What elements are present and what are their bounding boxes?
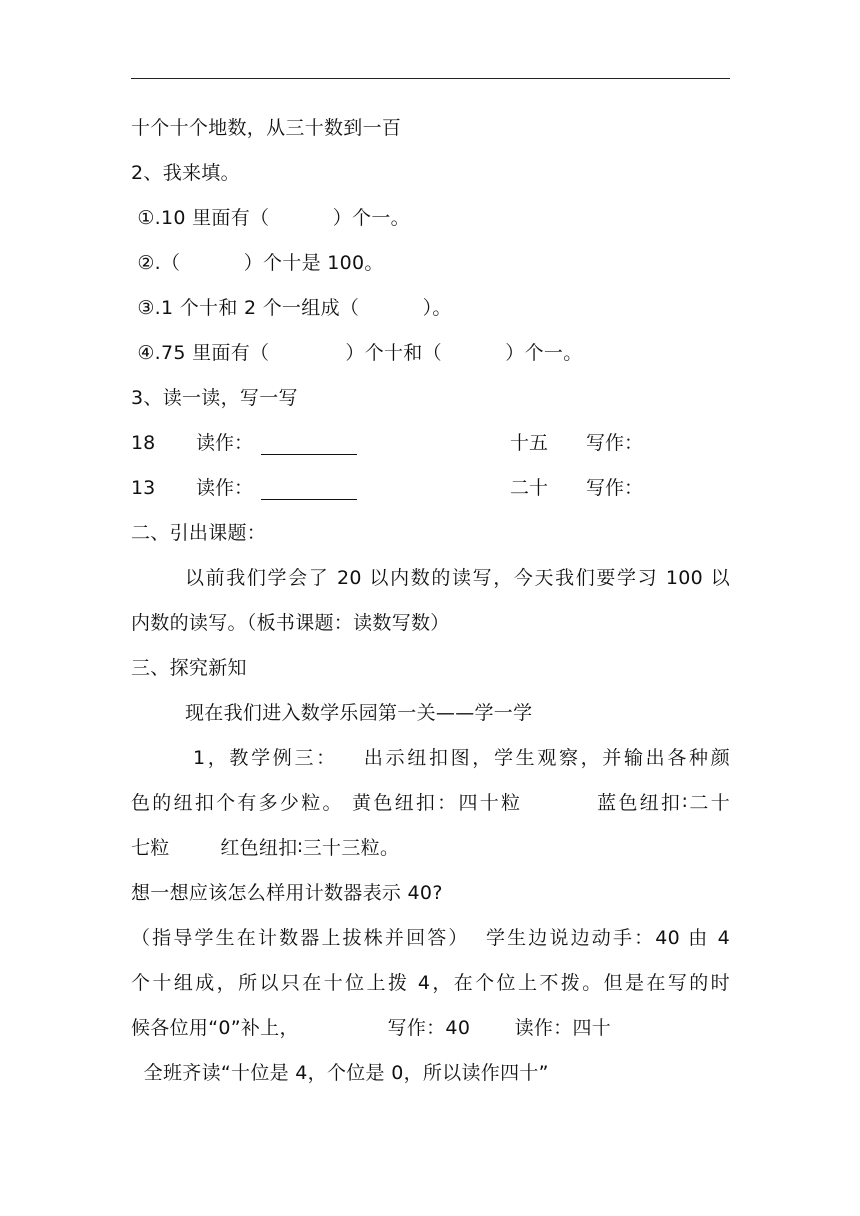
paragraph-class-read: 全班齐读“十位是 4，个位是 0，所以读作四十”: [131, 1062, 549, 1084]
header-rule: [131, 78, 730, 79]
write-word-1: 十五: [510, 432, 549, 454]
read-write-number-2: 13: [131, 477, 156, 499]
fill-question-1: ①.10 里面有（ ）个一。: [131, 207, 410, 229]
fill-question-2: ②.（ ）个十是 100。: [131, 252, 384, 274]
paragraph-intro-line-2: 内数的读写。（板书课题：读数写数）: [131, 612, 450, 634]
read-label-2: 读作：: [196, 477, 254, 499]
write-label-1: 写作：: [586, 432, 644, 454]
section-read-write-heading: 3、读一读，写一写: [131, 387, 298, 409]
paragraph-think: 想一想应该怎么样用计数器表示 40?: [131, 882, 443, 904]
write-word-2: 二十: [510, 477, 549, 499]
paragraph-guide-line-1: （指导学生在计数器上拔株并回答） 学生边说边动手：40 由 4: [131, 927, 730, 949]
write-label-2: 写作：: [586, 477, 644, 499]
paragraph-example-line-1: 1，教学例三： 出示纽扣图，学生观察，并输出各种颜: [193, 747, 730, 769]
paragraph-example-line-2: 色的纽扣个有多少粒。 黄色纽扣：四十粒 蓝色纽扣∶二十: [131, 792, 730, 814]
paragraph-example-line-3: 七粒 红色纽扣∶三十三粒。: [131, 837, 400, 859]
paragraph-intro-line-1: 以前我们学会了 20 以内数的读写，今天我们要学习 100 以: [185, 567, 730, 589]
section-three-heading: 三、探究新知: [131, 657, 247, 679]
section-two-heading: 二、引出课题：: [131, 522, 267, 544]
read-answer-blank-2: [261, 476, 357, 500]
read-write-number-1: 18: [131, 432, 156, 454]
paragraph-guide-line-3: 候各位用“0”补上， 写作：40 读作：四十: [131, 1017, 612, 1039]
paragraph-enter-park: 现在我们进入数学乐园第一关——学一学: [185, 702, 533, 724]
section-fill-in-heading: 2、我来填。: [131, 162, 240, 184]
read-answer-blank-1: [261, 431, 357, 455]
fill-question-4: ④.75 里面有（ ）个十和（ ）个一。: [131, 342, 583, 364]
text-line-count-by-tens: 十个十个地数，从三十数到一百: [131, 117, 402, 139]
read-label-1: 读作：: [196, 432, 254, 454]
fill-question-3: ③.1 个十和 2 个一组成（ ）。: [131, 297, 452, 319]
paragraph-guide-line-2: 个十组成，所以只在十位上拨 4，在个位上不拨。但是在写的时: [131, 972, 730, 994]
